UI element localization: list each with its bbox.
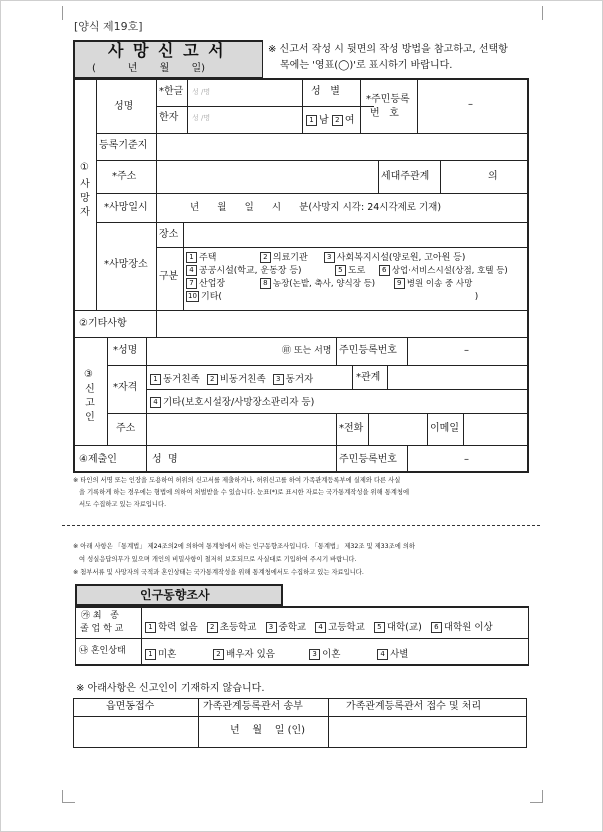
section-1-num: ① <box>80 162 89 173</box>
crop-mark <box>530 6 543 20</box>
reporter-name-field[interactable] <box>149 340 279 360</box>
section-3-num: ③ <box>84 369 93 380</box>
survey-title: 인구동향조사 <box>140 588 210 602</box>
marital-1-checkbox[interactable]: 1 <box>145 649 156 660</box>
edu-6-checkbox[interactable]: 6 <box>431 622 442 633</box>
marital-3-checkbox[interactable]: 3 <box>309 649 320 660</box>
head-relation-label: 세대주관계 <box>381 171 430 182</box>
gender-female-checkbox[interactable]: 2 <box>332 115 343 126</box>
section-3-label: 신고인 <box>85 384 95 423</box>
hanja-label: 한자 <box>159 112 179 123</box>
phone-label: *전화 <box>339 423 364 434</box>
edu-option-label: 초등학교 <box>219 622 257 633</box>
office-header: 읍면동접수 <box>106 701 155 712</box>
submitter-name-label: 성 명 <box>152 454 178 465</box>
rrn-label-1: *주민등록 <box>366 94 410 105</box>
section-1-label: 사망자 <box>80 179 90 218</box>
place-cat-label: 상업·서비스시설(상점, 호텔 등) <box>391 266 508 276</box>
education-options <box>145 619 493 633</box>
place-cat-label: 공공시설(학교, 운동장 등) <box>199 266 302 276</box>
notice-line: 서도 수집하고 있는 자료입니다. <box>79 501 167 508</box>
other-matters-label: ②기타사항 <box>79 318 127 329</box>
reporter-rrn-dash: – <box>464 345 469 356</box>
submitter-label: ④제출인 <box>79 454 117 465</box>
office-note: ※ 아래사항은 신고인이 기재하지 않습니다. <box>76 683 265 694</box>
office-header: 가족관계등록관서 접수 및 처리 <box>346 701 482 712</box>
place-cat-close: ) <box>474 292 479 302</box>
hangul-label: *한글 <box>159 86 184 97</box>
category-label: 구분 <box>159 271 179 282</box>
qual-3-checkbox[interactable]: 3 <box>273 374 284 385</box>
edu-option-label: 학력 없음 <box>158 622 198 633</box>
page-title: 사 망 신 고 서 <box>108 41 226 60</box>
reg-base-field[interactable] <box>159 136 524 156</box>
instructions-line-2: 목에는 '영표(◯)'로 표시하기 바랍니다. <box>280 60 453 71</box>
reporter-address-field[interactable] <box>149 416 334 442</box>
gender-options <box>306 111 355 126</box>
hangul-name-field[interactable] <box>192 84 297 102</box>
marital-option-label: 사별 <box>390 649 409 660</box>
marital-options <box>145 646 408 660</box>
crop-mark <box>62 790 75 803</box>
edu-option-label: 대학(교) <box>386 622 422 633</box>
edu-option-label: 중학교 <box>278 622 307 633</box>
qual-option-label: 비동거친족 <box>219 374 266 385</box>
edu-option-label: 대학원 이상 <box>443 622 493 633</box>
death-place-field[interactable] <box>186 225 524 244</box>
edu-4-checkbox[interactable]: 4 <box>315 622 326 633</box>
place-cat-2-checkbox[interactable]: 2 <box>260 252 271 263</box>
edu-1-checkbox[interactable]: 1 <box>145 622 156 633</box>
place-cat-label: 도로 <box>347 266 366 276</box>
education-label-2: 졸 업 학 교 <box>80 624 124 634</box>
seal-or-sign: ㊞ 또는 서명 <box>282 346 332 356</box>
edu-option-label: 고등학교 <box>328 622 365 633</box>
hangul-name-hint: 성 /명 <box>192 88 211 96</box>
place-cat-label: 농장(논밭, 축사, 양식장 등) <box>272 279 376 289</box>
cut-line <box>62 525 540 526</box>
place-cat-5-checkbox[interactable]: 5 <box>335 265 346 276</box>
death-time-fields: 년 월 일 시 분(사망지 시각: 24시각제로 기재) <box>190 202 442 213</box>
marital-option-label: 이혼 <box>322 649 341 660</box>
gender-male-checkbox[interactable]: 1 <box>306 115 317 126</box>
qualification-label: *자격 <box>113 382 138 393</box>
relation-label: *관계 <box>356 372 381 383</box>
reporter-address-label: 주소 <box>116 423 136 434</box>
qualification-options <box>150 371 313 385</box>
place-category-options <box>186 252 508 304</box>
place-cat-label: 병원 이송 중 사망 <box>406 279 473 289</box>
marital-label: ㉯ 혼인상태 <box>79 646 126 656</box>
reporter-rrn-label: 주민등록번호 <box>339 345 397 356</box>
reg-base-label: 등록기준지 <box>99 140 148 151</box>
edu-5-checkbox[interactable]: 5 <box>374 622 385 633</box>
gender-female-label: 여 <box>344 115 355 126</box>
qual-1-checkbox[interactable]: 1 <box>150 374 161 385</box>
notice-line: 을 기록하게 하는 경우에는 형법에 의하여 처벌받을 수 있습니다. 눈표(*)로 표시한 자료는 국가통계작성을 위해 통계청에 <box>79 489 410 496</box>
deceased-address-field[interactable] <box>159 163 374 189</box>
place-cat-10-checkbox[interactable]: 10 <box>186 291 199 302</box>
instructions-line-1: ※ 신고서 작성 시 뒷면의 작성 방법을 참고하고, 선택항 <box>268 44 508 55</box>
death-time-label: *사망일시 <box>104 202 148 213</box>
death-place-label: *사망장소 <box>104 259 148 270</box>
survey-notice-line: 여 성실응답의무가 있으며 개인의 비밀사항이 철저히 보호되므로 사실대로 기입하여 주시기 바랍니다. <box>79 556 357 563</box>
qual-option-label: 기타(보호시설장/사망장소관리자 등) <box>163 397 315 408</box>
edu-3-checkbox[interactable]: 3 <box>266 622 277 633</box>
place-cat-9-checkbox[interactable]: 9 <box>394 278 405 289</box>
survey-notice-line: ※ 아래 사항은 「통계법」 제24조의2에 의하여 통계청에서 하는 인구동향조사입니다. 「통계법」 제32조 및 제33조에 의하 <box>73 543 416 550</box>
gender-male-label: 남 <box>319 115 329 126</box>
qual-2-checkbox[interactable]: 2 <box>207 374 218 385</box>
place-cat-label: 주택 <box>199 253 217 263</box>
email-label: 이메일 <box>430 423 459 434</box>
place-cat-label: 의료기관 <box>272 253 308 263</box>
gender-label: 성 별 <box>311 86 340 97</box>
marital-2-checkbox[interactable]: 2 <box>213 649 224 660</box>
rrn-label-2: 번 호 <box>370 108 399 119</box>
submitter-rrn-label: 주민등록번호 <box>339 454 397 465</box>
notice-line: ※ 타인의 서명 또는 인장을 도용하여 허위의 신고서를 제출하거나, 허위신고를 하여 가족관계등록부에 실제와 다른 사실 <box>73 477 401 484</box>
address-label: *주소 <box>112 171 137 182</box>
submitter-rrn-dash: – <box>464 454 469 465</box>
place-cat-8-checkbox[interactable]: 8 <box>260 278 271 289</box>
hanja-name-field[interactable] <box>192 110 297 128</box>
marital-4-checkbox[interactable]: 4 <box>377 649 388 660</box>
crop-mark <box>530 790 543 803</box>
reporter-name-label: *성명 <box>113 345 138 356</box>
place-cat-label: 기타( <box>201 292 222 302</box>
marital-option-label: 미혼 <box>158 649 177 660</box>
deceased-rrn-dash: – <box>468 99 473 110</box>
place-cat-label: 사회복지시설(양로원, 고아원 등) <box>336 253 466 263</box>
edu-2-checkbox[interactable]: 2 <box>207 622 218 633</box>
qual-option-label: 동거자 <box>285 374 314 385</box>
place-cat-3-checkbox[interactable]: 3 <box>324 252 335 263</box>
qual-option-label: 동거친족 <box>163 374 200 385</box>
head-relation-suffix: 의 <box>488 171 498 182</box>
deceased-rrn-field[interactable] <box>420 84 525 128</box>
report-date: ( 년 월 일) <box>92 63 206 74</box>
place-label: 장소 <box>159 229 179 240</box>
place-cat-6-checkbox[interactable]: 6 <box>379 265 390 276</box>
qual-4-checkbox[interactable]: 4 <box>150 397 161 408</box>
deceased-name-label: 성명 <box>114 101 134 112</box>
survey-notice-line: ※ 첨부서류 및 사망자의 국적과 혼인상태는 국가통계작성을 위해 통계청에서도 수집하고 있는 자료입니다. <box>73 569 364 576</box>
office-header: 가족관계등록관서 송부 <box>203 701 303 712</box>
place-cat-label: 산업장 <box>199 279 226 289</box>
education-label-1: ㉮ 최 종 <box>81 611 119 621</box>
place-cat-1-checkbox[interactable]: 1 <box>186 252 197 263</box>
other-matters-field[interactable] <box>159 313 524 334</box>
marital-option-label: 배우자 있음 <box>226 649 275 660</box>
crop-mark <box>62 6 75 20</box>
office-date: 년 월 일 (인) <box>230 725 306 736</box>
qualification-other <box>150 394 314 408</box>
hanja-name-hint: 성 /명 <box>192 114 211 122</box>
place-cat-4-checkbox[interactable]: 4 <box>186 265 197 276</box>
place-cat-7-checkbox[interactable]: 7 <box>186 278 197 289</box>
form-number: [양식 제19호] <box>74 20 143 33</box>
